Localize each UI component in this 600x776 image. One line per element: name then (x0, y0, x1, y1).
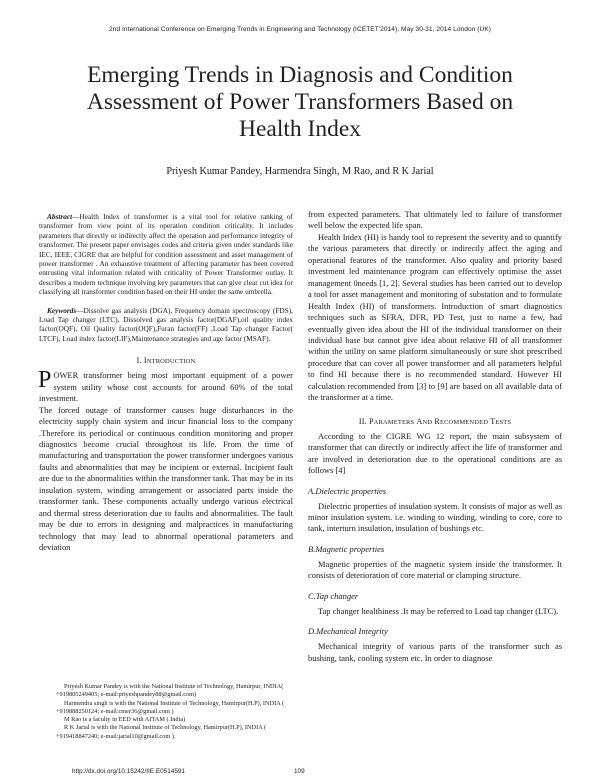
subsection-text-dielectric: Dielectric properties of insulation system. It consists of major as well as minor insulation system. i.e. winding to winding, winding to core, core to tank, interturn insulation, insulation of bushings etc. (308, 500, 562, 534)
author-footnotes (56, 683, 296, 741)
left-column (39, 212, 293, 554)
paragraph-continuation: from expected parameters. That ultimately led to failure of transformer well below the expected life span. (308, 209, 562, 231)
abstract-label: Abstract (47, 212, 73, 221)
subsection-heading-magnetic: B.Magnetic properties (308, 543, 385, 554)
running-head: 2nd International Conference on Emerging Trends in Engineering and Technology (ICETET'2014), May 30-31, 2014 London (UK) (108, 26, 492, 33)
intro-paragraph-2: The forced outage of transformer causes huge disturbances in the electricity supply chain system and incur financial loss to the company .Therefore its periodical or continuous condition monitoring and proper diagnostics become crucial throughout its life. From the time of manufacturing and transportation the power transformer undergoes various faults and abnormalities that may be incipient or external. Incipient fault are due to the abnormalities within the transformer tank. That may be in its insulation system, winding arrangement or associated parts inside the transformer tank. These components actually undergo various electrical and thermal stress deterioration due to faults and abnormalities. The fault may be due to errors in designing and malpractices in manufacturing technology that may lead to abnormal operational parameters and deviation (39, 404, 293, 553)
subsection-text-magnetic: Magnetic properties of the magnetic system inside the transformer. It consists of deterioration of core material or clamping structure. (308, 558, 562, 581)
abstract-text: —Health Index of transformer is a vital tool for relative ranking of transformer from view point of its operation condition criticality. It includes parameters that directly or indirectly affect the operation and performance integrity of transformer. The present paper envisages codes and criteria given under standards like IEC, IEEE, CIGRE that are helpful for condition assessment and asset management of power transformer . An exhaustive treatment of affecting parameter has been covered entrusting vital information related with criticality of Power Transformer outlay. It describes a modern technique involving key parameters that can give clear cut idea for classifying all transformer condition based on their HI under the same umbrella. (39, 212, 293, 297)
right-column (308, 209, 562, 664)
intro-paragraph-1: POWER transformer being most important equipment of a power system utility whose cost accounts for around 60% of the total investment. (38, 367, 293, 404)
drop-cap: P (38, 367, 52, 394)
subsection-heading-tap-changer: C.Tap changer (308, 590, 359, 601)
paper-title: Emerging Trends in Diagnosis and Condition Assessment of Power Transformers Based on Health Index (86, 62, 514, 142)
abstract (39, 212, 293, 297)
subsection-text-mechanical: Mechanical integrity of various parts of the transformer such as bushing, tank, cooling system etc. In order to diagnose (308, 641, 562, 663)
cigre-paragraph: According to the CIGRE WG 12 report, the main subsystem of transformer that can directly or indirectly affect the life of transformer and are involved in deterioration due to the operational conditions are as follows [4] (308, 430, 562, 476)
footnote: R K Jarial is with the National Institute of Technology, Hamirpur(H.P), INDIA ( +919418847240; e-mail:jarial10@gmail.com ). (56, 724, 267, 740)
keywords-label: Keywords (47, 305, 77, 315)
keywords (39, 306, 293, 344)
subsection-heading-dielectric: A.Dielectric properties (308, 485, 387, 496)
keywords-text: —Dissolve gas analysis (DGA), Frequency domain spectroscopy (FDS), Load Tap changer (LTC), Dissolved gas analysis factor(DGAF),oil quality index factor(OQF), Oil Quality factor(OQF),Furan factor(FF) ,Load Tap changer Factor( LTCF), Load index factor(LIF),Maintenance strategies and age factor (MSAF). (39, 305, 293, 343)
health-index-paragraph: Health Index (HI) is handy tool to represent the severity and to quantify the various parameters that directly or indirectly affect the aging and operational features of the transformer. Also quality and priority based investment led maintenance program can effectively optimise the asset management 0needs [1, 2]. Several studies has been carried out to develop a tool for asset management and monitoring of substation and to formulate Health Index (HI) of transformers. Introduction of smart diagnostics techniques such as SFRA, DFR, PD Test, just to name a few, had eventually given idea about the HI of the individual transformer on their individual base but cannot give idea about relative HI of all transformer within the utility on same platform simultaneously or sure shot prescribed procedure that can cover all power transformer and all parameters helpful to find HI because there is no recommended standard. However HI calculation recommended from [3] to [9] are based on all available data of the transformer at a time. (308, 231, 562, 403)
author-list: Priyesh Kumar Pandey, Harmendra Singh, M Rao, and R K Jarial (166, 166, 434, 177)
section-heading-introduction: I. INTRODUCTION (136, 356, 196, 366)
footnote: Priyesh Kumar Pandey is with the National Institute of Technology, Hamirpur, INDIA( +919805249405; e-mail:priyeshpandey88@gmail.com) (56, 683, 284, 699)
subsection-heading-mechanical: D.Mechanical Integrity (308, 626, 388, 637)
footnote: Harmendra singh is with the National Institute of Technology, Hamirpur(H.P), INDIA ( +919888250124; e-mail:cmer36@gmail.com ) (56, 699, 285, 715)
doi-link[interactable]: http://dx.doi.org/10.15242/IIE.E0514591 (72, 768, 185, 775)
page-number: 109 (294, 768, 305, 775)
footnote: M Rao is a faculty in EED with AITAM (.India) (64, 716, 186, 724)
section-number: I. (136, 356, 142, 366)
section-heading-parameters: II. PARAMETERS AND RECOMMENDED TESTS (358, 416, 512, 426)
subsection-text-tap-changer: Tap changer healthiness .It may be referred to Load tap changer (LTC). (318, 605, 559, 616)
